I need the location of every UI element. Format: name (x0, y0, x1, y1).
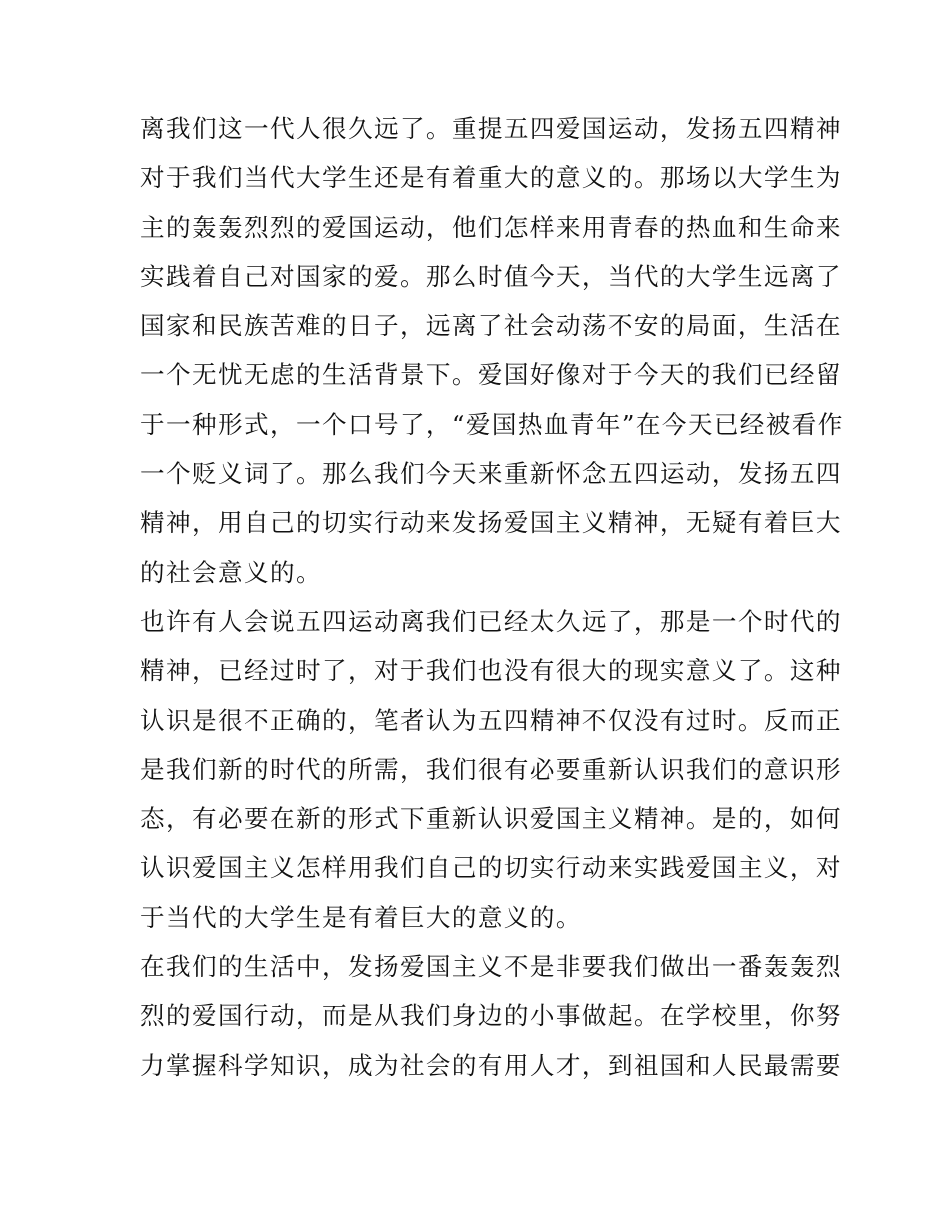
text-line: 于一种形式，一个口号了，“爱国热血青年”在今天已经被看作 (140, 409, 844, 439)
text-line: 精神，已经过时了，对于我们也没有很大的现实意义了。这种 (140, 656, 842, 686)
text-line: 烈的爱国行动，而是从我们身边的小事做起。在学校里，你努 (140, 1001, 842, 1031)
text-line: 态，有必要在新的形式下重新认识爱国主义精神。是的，如何 (140, 804, 842, 834)
text-line: 于当代的大学生是有着巨大的意义的。 (140, 902, 582, 932)
text-line: 离我们这一代人很久远了。重提五四爱国运动，发扬五四精神 (140, 114, 842, 143)
text-line: 在我们的生活中，发扬爱国主义不是非要我们做出一番轰轰烈 (140, 952, 842, 982)
text-line: 力掌握科学知识，成为社会的有用人才，到祖国和人民最需要 (140, 1050, 842, 1080)
text-line: 一个无忧无虑的生活背景下。爱国好像对于今天的我们已经留 (140, 360, 842, 390)
text-line: 国家和民族苦难的日子，远离了社会动荡不安的局面，生活在 (140, 311, 842, 341)
text-line: 认识爱国主义怎样用我们自己的切实行动来实践爱国主义，对 (140, 853, 842, 883)
text-line: 主的轰轰烈烈的爱国运动，他们怎样来用青春的热血和生命来 (140, 212, 842, 242)
text-line: 的社会意义的。 (140, 557, 322, 587)
text-line: 是我们新的时代的所需，我们很有必要重新认识我们的意识形 (140, 754, 842, 784)
text-line: 实践着自己对国家的爱。那么时值今天，当代的大学生远离了 (140, 261, 842, 291)
text-line: 精神，用自己的切实行动来发扬爱国主义精神，无疑有着巨大 (140, 508, 842, 538)
text-line: 一个贬义词了。那么我们今天来重新怀念五四运动，发扬五四 (140, 459, 842, 489)
text-line: 也许有人会说五四运动离我们已经太久远了，那是一个时代的 (140, 606, 842, 636)
body-text (140, 104, 844, 1090)
text-line: 对于我们当代大学生还是有着重大的意义的。那场以大学生为 (140, 163, 842, 193)
text-line: 认识是很不正确的，笔者认为五四精神不仅没有过时。反而正 (140, 705, 842, 735)
